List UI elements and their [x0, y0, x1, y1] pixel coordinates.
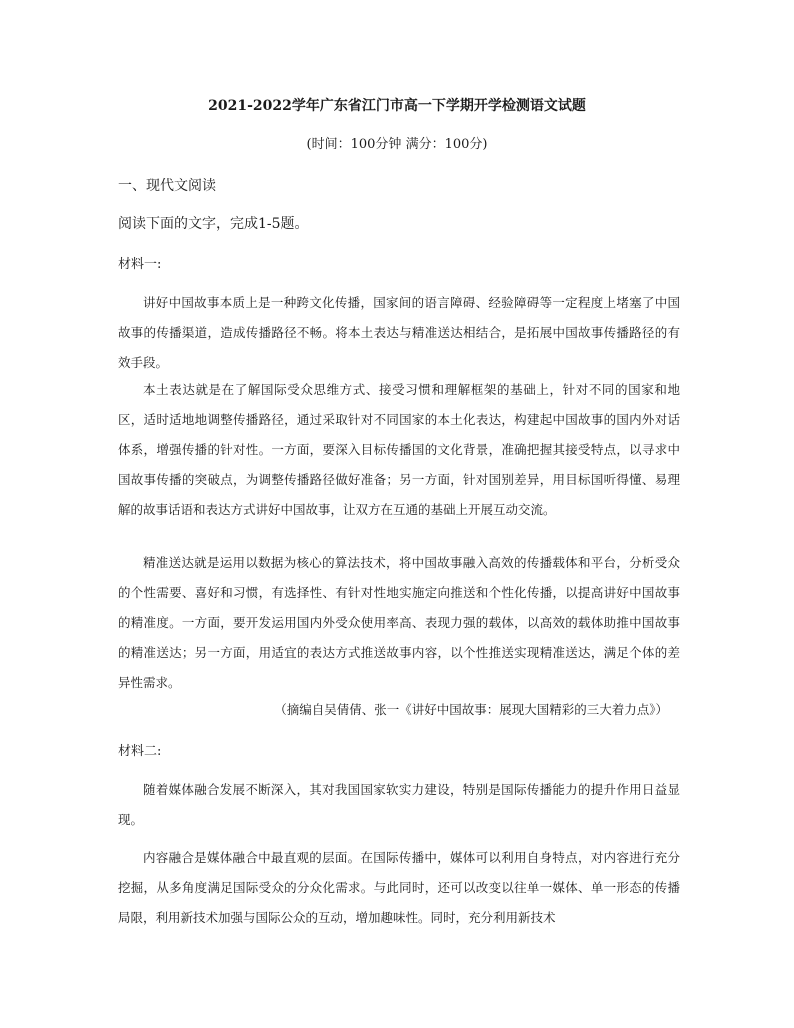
paragraph: 精准送达就是运用以数据为核心的算法技术，将中国故事融入高效的传播载体和平台，分析受众的个性需要、喜好和习惯，有选择性、有针对性地实施定向推送和个性化传播，以提高讲好中国故事的精准度。一方面，要开发运用国内外受众使用率高、表现力强的载体，以高效的载体助推中国故事的精准送达；另一方面，用适宜的表达方式推送故事内容，以个性推送实现精准送达，满足个体的差异性需求。 [118, 555, 680, 690]
paragraph: 随着媒体融合发展不断深入，其对我国国家软实力建设，特别是国际传播能力的提升作用日益显现。 [118, 782, 680, 827]
reading-instruction: 阅读下面的文字，完成1-5题。 [118, 216, 309, 232]
source-citation: （摘编自吴倩倩、张一《讲好中国故事：展现大国精彩的三大着力点》） [274, 702, 668, 717]
exam-info: (时间：100分钟 满分：100分) [306, 137, 488, 152]
material-two-label: 材料二: [118, 744, 162, 759]
paragraph: 内容融合是媒体融合中最直观的层面。在国际传播中，媒体可以利用自身特点，对内容进行充分挖掘，从多角度满足国际受众的分众化需求。与此同时，还可以改变以往单一媒体、单一形态的传播局限，利用新技术加强与国际公众的互动，增加趣味性。同时，充分利用新技术 [118, 850, 680, 925]
document-title: 2021-2022学年广东省江门市高一下学期开学检测语文试题 [208, 98, 586, 114]
paragraph: 讲好中国故事本质上是一种跨文化传播，国家间的语言障碍、经验障碍等一定程度上堵塞了中国故事的传播渠道，造成传播路径不畅。将本土表达与精准送达相结合，是拓展中国故事传播路径的有效手段。 [118, 295, 680, 370]
section-heading: 一、现代文阅读 [118, 178, 216, 194]
material-one-label: 材料一: [118, 257, 162, 272]
paragraph: 本土表达就是在了解国际受众思维方式、接受习惯和理解框架的基础上，针对不同的国家和地区，适时适地地调整传播路径，通过采取针对不同国家的本土化表达，构建起中国故事的国内外对话体系，增强传播的针对性。一方面，要深入目标传播国的文化背景，准确把握其接受特点，以寻求中国故事传播的突破点，为调整传播路径做好准备；另一方面，针对国别差异，用目标国听得懂、易理解的故事话语和表达方式讲好中国故事，让双方在互通的基础上开展互动交流。 [118, 382, 680, 517]
